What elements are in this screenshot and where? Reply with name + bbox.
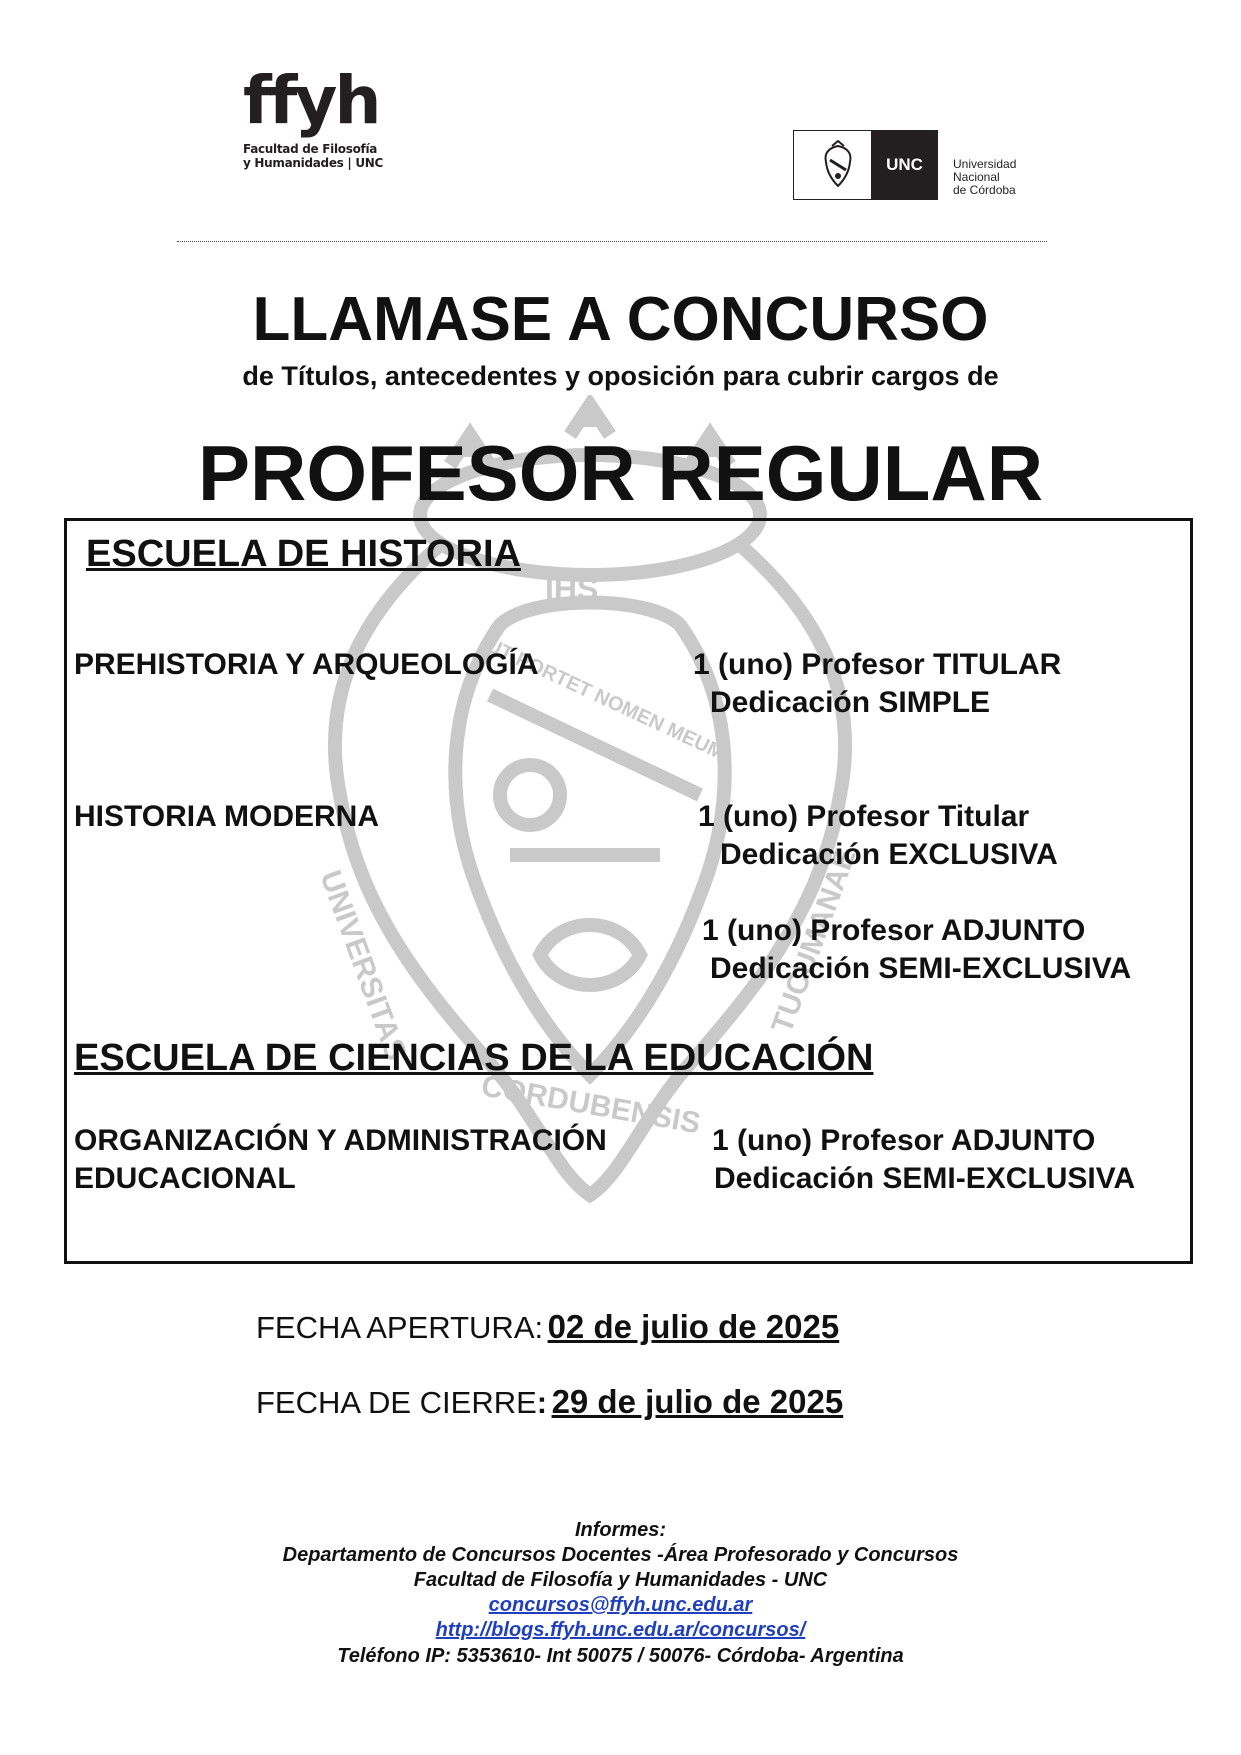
subject-prehistoria: PREHISTORIA Y ARQUEOLOGÍA	[74, 648, 539, 681]
subject-historia-moderna: HISTORIA MODERNA	[74, 800, 380, 833]
position-historia-moderna-2: 1 (uno) Profesor ADJUNTO	[702, 914, 1086, 947]
unc-name-line-1: Universidad	[953, 157, 1017, 171]
footer-faculty: Facultad de Filosofía y Humanidades - UNC	[413, 1569, 828, 1591]
unc-logo-abbr: UNC	[871, 130, 938, 200]
footer-url-row	[0, 1618, 1241, 1642]
closing-date-row	[256, 1383, 843, 1422]
ffyh-logo-subtitle-1: Facultad de Filosofía	[243, 142, 378, 156]
subject-organizacion-line-1: ORGANIZACIÓN Y ADMINISTRACIÓN	[74, 1124, 607, 1157]
dedication-historia-moderna-1: Dedicación EXCLUSIVA	[720, 838, 1058, 871]
closing-date-value: 29 de julio de 2025	[551, 1383, 844, 1420]
footer-heading: Informes:	[574, 1519, 667, 1541]
header-divider	[177, 241, 1047, 242]
position-prehistoria-1: 1 (uno) Profesor TITULAR	[693, 648, 1062, 681]
school-heading-educacion: ESCUELA DE CIENCIAS DE LA EDUCACIÓN	[74, 1037, 874, 1079]
closing-date-label: FECHA DE CIERRE	[256, 1385, 537, 1420]
watermark-right: TUCUMANAE	[765, 844, 863, 1038]
watermark-bottom: CORDUBENSIS	[478, 1069, 703, 1141]
ffyh-logo	[243, 62, 403, 170]
opening-date-label: FECHA APERTURA:	[256, 1310, 544, 1345]
ffyh-logo-text: ffyh	[243, 62, 379, 139]
dedication-historia-moderna-2: Dedicación SEMI-EXCLUSIVA	[710, 952, 1132, 985]
closing-date-colon: :	[536, 1385, 548, 1420]
page-title: LLAMASE A CONCURSO	[252, 285, 989, 354]
ffyh-logo-subtitle-2: y Humanidades | UNC	[243, 156, 384, 170]
page-subtitle: de Títulos, antecedentes y oposición para cubrir cargos de	[242, 361, 999, 391]
unc-name-line-3: de Córdoba	[953, 183, 1016, 197]
watermark-motto: UT PORTET NOMEN MEUM	[482, 634, 728, 765]
position-type: PROFESOR REGULAR	[197, 429, 1044, 517]
unc-logo-name	[953, 158, 1016, 197]
dedication-prehistoria-1: Dedicación SIMPLE	[710, 686, 991, 719]
position-historia-moderna-1: 1 (uno) Profesor Titular	[698, 800, 1030, 833]
dedication-organizacion-1: Dedicación SEMI-EXCLUSIVA	[714, 1162, 1136, 1195]
footer-department: Departamento de Concursos Docentes -Área Profesorado y Concursos	[282, 1544, 959, 1566]
opening-date-row	[256, 1308, 839, 1347]
footer-url-link[interactable]: http://blogs.ffyh.unc.edu.ar/concursos/	[435, 1619, 806, 1641]
watermark-left: UNIVERSITAS	[313, 866, 413, 1065]
unc-name-line-2: Nacional	[953, 170, 1000, 184]
footer-phone: Teléfono IP: 5353610- Int 50075 / 50076- Córdoba- Argentina	[337, 1645, 904, 1667]
unc-crest-icon	[818, 140, 858, 190]
subject-organizacion-line-2: EDUCACIONAL	[74, 1162, 296, 1195]
school-heading-historia: ESCUELA DE HISTORIA	[86, 533, 521, 575]
footer-email-link[interactable]: concursos@ffyh.unc.edu.ar	[488, 1594, 753, 1616]
footer-email-row	[0, 1593, 1241, 1617]
watermark-ihs: IHS	[545, 571, 599, 607]
position-organizacion-1: 1 (uno) Profesor ADJUNTO	[712, 1124, 1096, 1157]
unc-logo	[793, 130, 1043, 202]
opening-date-value: 02 de julio de 2025	[547, 1308, 840, 1345]
